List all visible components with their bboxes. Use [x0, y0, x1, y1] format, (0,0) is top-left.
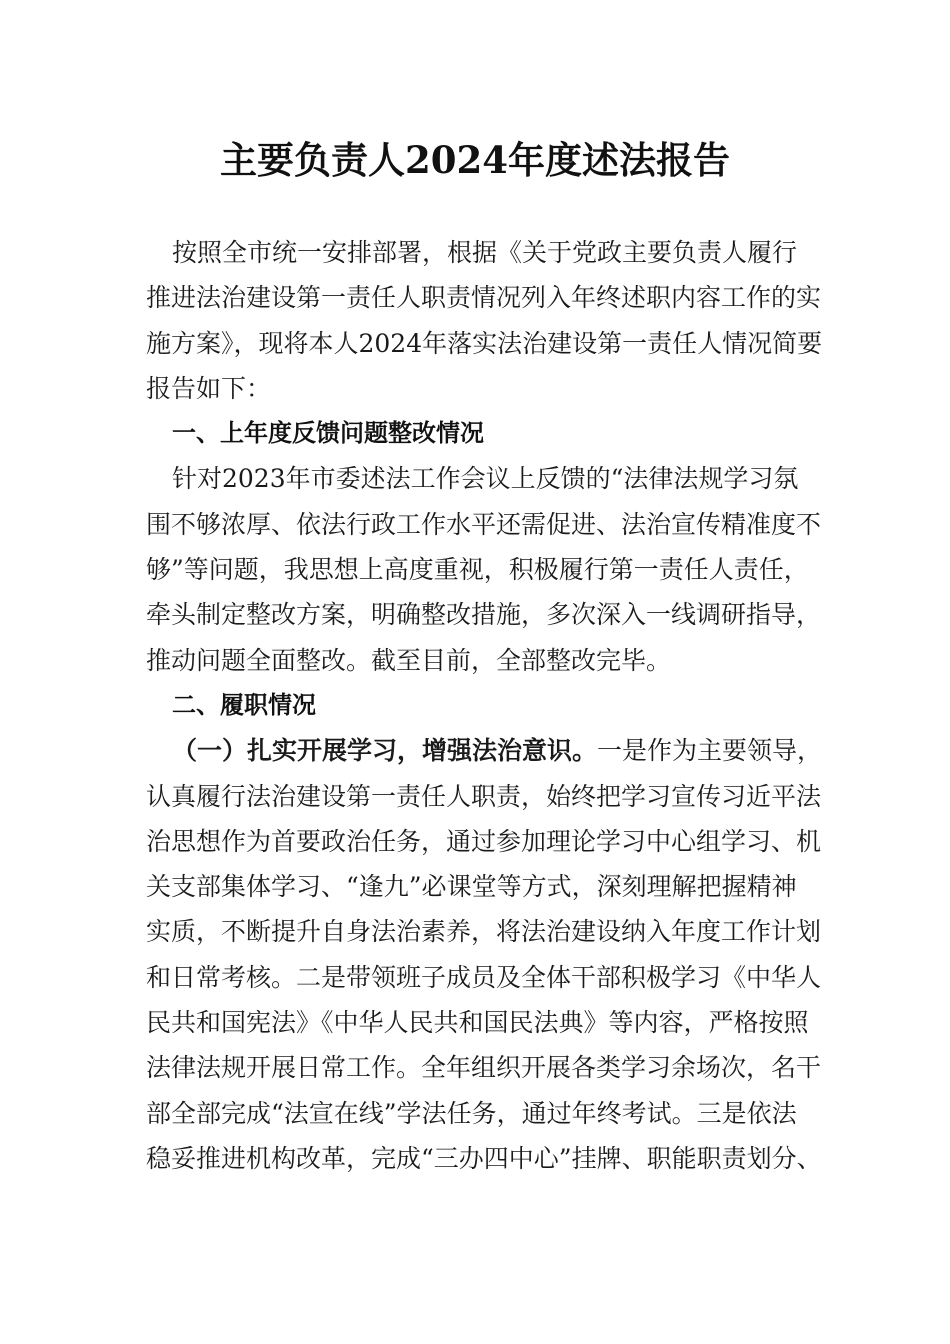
paragraph-line: 治思想作为首要政治任务，通过参加理论学习中心组学习、机: [146, 826, 822, 856]
paragraph-line: 推动问题全面整改。截至目前，全部整改完毕。: [146, 645, 672, 675]
paragraph-line: 法律法规开展日常工作。全年组织开展各类学习余场次，名干: [146, 1053, 822, 1083]
paragraph-line: 报告如下：: [146, 373, 272, 403]
paragraph-line: 按照全市统一安排部署，根据《关于党政主要负责人履行: [172, 238, 798, 267]
paragraph-line: 稳妥推进机构改革，完成“三办四中心”挂牌、职能职责划分、: [146, 1143, 822, 1173]
paragraph-line: 民共和国宪法》《中华人民共和国民法典》等内容，严格按照: [146, 1008, 809, 1038]
document-body: [146, 230, 836, 1181]
paragraph-line: 施方案》，现将本人2024年落实法治建设第一责任人情况简要: [146, 328, 823, 358]
paragraph-line: 和日常考核。二是带领班子成员及全体干部积极学习《中华人: [146, 962, 822, 992]
document-title: 主要负责人2024年度述法报告: [220, 138, 730, 182]
subsection-heading: （一）扎实开展学习，增强法治意识。: [172, 736, 598, 766]
paragraph-line: 部全部完成“法宣在线”学法任务，通过年终考试。三是依法: [146, 1098, 797, 1128]
paragraph-line: 围不够浓厚、依法行政工作水平还需促进、法治宣传精准度不: [146, 509, 822, 539]
paragraph-line: 推进法治建设第一责任人职责情况列入年终述职内容工作的实: [146, 283, 822, 313]
section-heading: 一、上年度反馈问题整改情况: [172, 419, 484, 448]
paragraph-line: 牵头制定整改方案，明确整改措施，多次深入一线调研指导，: [146, 600, 822, 630]
paragraph-line: [146, 728, 836, 773]
paragraph-line: 关支部集体学习、“逢九”必课堂等方式，深刻理解把握精神: [146, 872, 797, 902]
section-heading: 二、履职情况: [172, 690, 316, 719]
paragraph-line: 实质，不断提升自身法治素养，将法治建设纳入年度工作计划: [146, 917, 822, 947]
paragraph-line: 认真履行法治建设第一责任人职责，始终把学习宣传习近平法: [146, 781, 822, 811]
paragraph-line: 针对2023年市委述法工作会议上反馈的“法律法规学习氛: [172, 464, 799, 494]
paragraph-line: 够”等问题，我思想上高度重视，积极履行第一责任人责任，: [146, 555, 809, 585]
paragraph-text: 一是作为主要领导，: [597, 736, 823, 766]
